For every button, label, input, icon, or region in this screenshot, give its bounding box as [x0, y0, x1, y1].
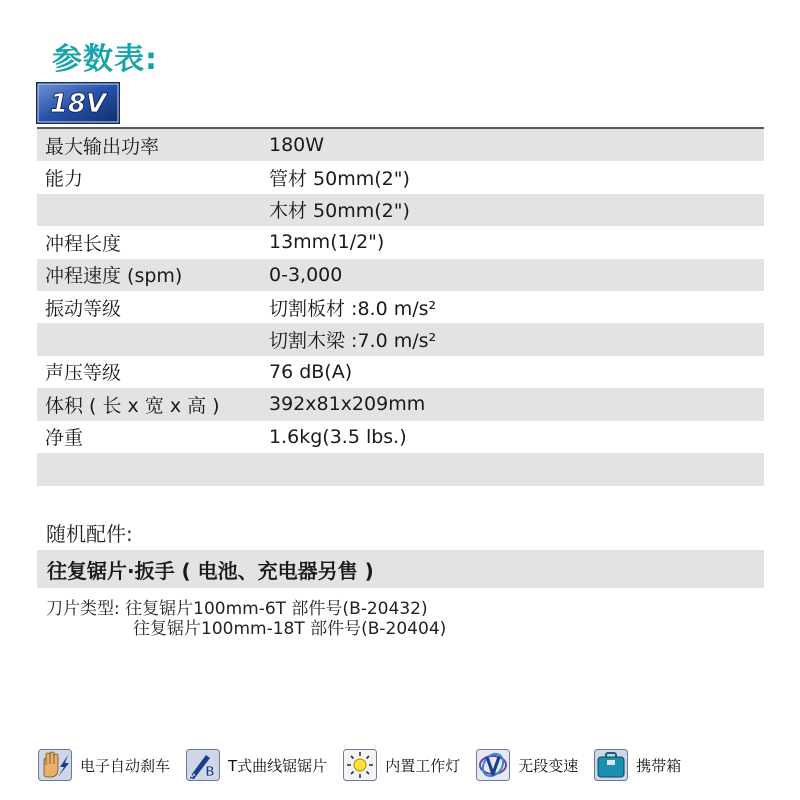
spec-value: 180W — [269, 134, 325, 157]
spec-value: 切割木梁 :7.0 m/s² — [269, 330, 437, 353]
spec-value: 1.6kg(3.5 lbs.) — [269, 425, 407, 448]
blade-type-line-1: 刀片类型: 往复锯片100mm-6T 部件号(B-20432) — [46, 599, 428, 619]
spec-value: 392x81x209mm — [269, 393, 426, 416]
spec-label: 最大输出功率 — [45, 135, 160, 158]
spec-row — [37, 453, 764, 486]
feature-label: 无段变速 — [518, 756, 579, 775]
feature-work-light — [343, 749, 460, 781]
spec-label: 声压等级 — [45, 362, 122, 385]
electric-brake-icon — [38, 749, 72, 781]
spec-value: 管材 50mm(2") — [269, 168, 410, 191]
spec-value: 0-3,000 — [269, 263, 343, 286]
feature-label: 电子自动刹车 — [80, 756, 171, 775]
spec-row — [37, 388, 764, 420]
t-shank-blade-icon — [186, 749, 220, 781]
feature-icon-row — [38, 748, 758, 782]
voltage-badge-text: 18V — [49, 89, 107, 119]
spec-row — [37, 323, 764, 355]
spec-value: 76 dB(A) — [269, 360, 353, 383]
variable-speed-icon — [476, 749, 510, 781]
spec-table — [37, 127, 764, 486]
blade-type-line-2: 往复锯片100mm-18T 部件号(B-20404) — [133, 619, 447, 639]
spec-row — [37, 226, 764, 258]
spec-row — [37, 161, 764, 193]
spec-label: 体积 ( 长 x 宽 x 高 ) — [45, 394, 220, 417]
spec-row — [37, 356, 764, 388]
feature-label: T式曲线锯锯片 — [228, 756, 328, 775]
spec-row — [37, 291, 764, 323]
work-light-icon — [343, 749, 377, 781]
spec-label: 净重 — [45, 427, 84, 450]
spec-label: 冲程长度 — [45, 232, 122, 255]
accessories-included-bar — [37, 550, 764, 588]
feature-label: 携带箱 — [636, 756, 682, 775]
spec-label: 振动等级 — [45, 297, 122, 320]
spec-row — [37, 259, 764, 291]
spec-value: 切割板材 :8.0 m/s² — [269, 297, 437, 320]
spec-row — [37, 194, 764, 226]
accessories-heading: 随机配件: — [46, 522, 133, 546]
spec-value: 13mm(1/2") — [269, 231, 385, 254]
spec-value: 木材 50mm(2") — [269, 200, 410, 223]
carrying-case-icon — [594, 749, 628, 781]
feature-label: 内置工作灯 — [385, 756, 461, 775]
feature-variable-speed — [476, 749, 578, 781]
spec-label: 冲程速度 (spm) — [45, 265, 183, 288]
svg-text:B: B — [205, 765, 215, 780]
accessories-included: 往复锯片·扳手 ( 电池、充电器另售 ) — [47, 558, 374, 583]
spec-row — [37, 129, 764, 161]
feature-t-shank-blade — [186, 749, 327, 781]
page-title: 参数表: — [52, 42, 158, 77]
spec-row — [37, 421, 764, 453]
spec-label: 能力 — [45, 168, 84, 191]
feature-electric-brake — [38, 749, 170, 781]
voltage-badge — [35, 81, 121, 125]
feature-carrying-case — [594, 749, 681, 781]
